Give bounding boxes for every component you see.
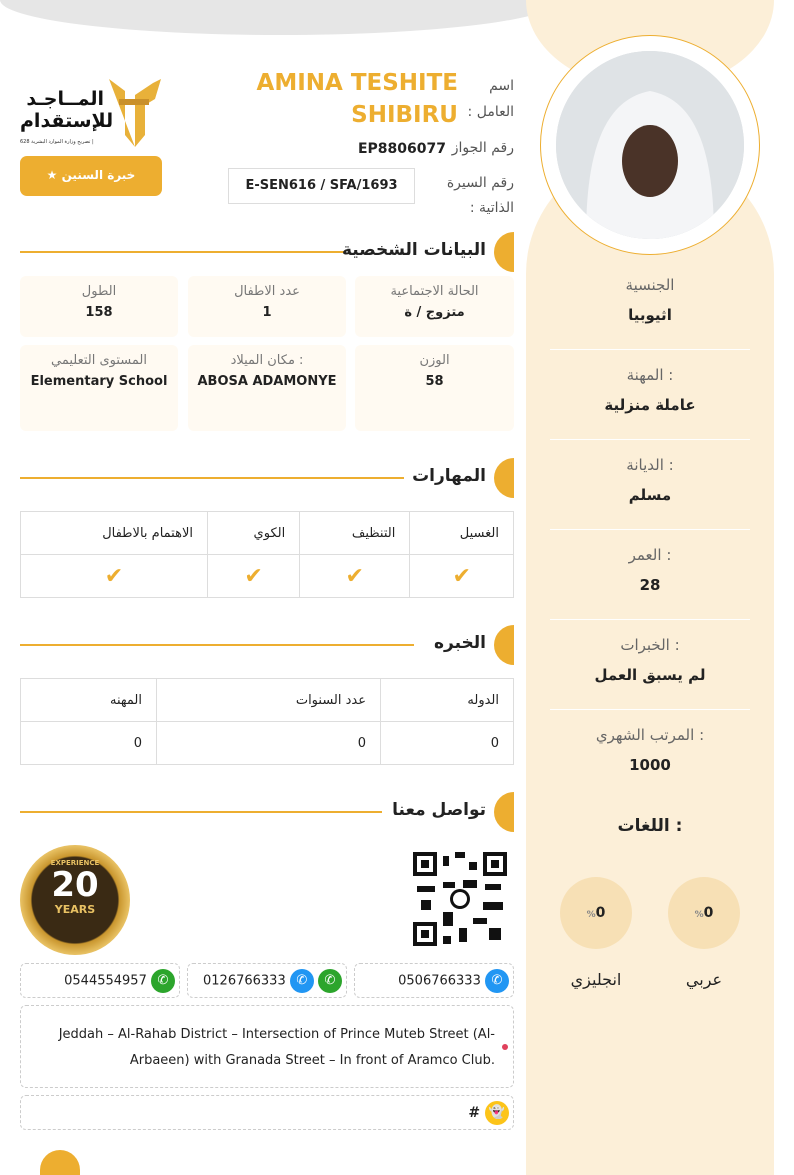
cell: 0 — [381, 722, 514, 765]
logo-text: المــاجـد — [26, 88, 104, 110]
label: المهنة : — [626, 366, 674, 384]
label: الطول — [81, 284, 117, 299]
label: الوزن — [419, 353, 450, 368]
seal-text: EXPERIENCE — [50, 859, 100, 867]
skills-table — [20, 511, 514, 598]
label: الخبرات : — [620, 636, 680, 654]
cv-label: رقم السيرة — [446, 175, 514, 191]
passport-number: EP8806077 — [357, 141, 446, 157]
percent-unit: % — [694, 910, 704, 920]
check-icon: ✔ — [208, 555, 300, 598]
value: عاملة منزلية — [604, 396, 696, 414]
skill-header: الاهتمام بالاطفال — [21, 512, 208, 555]
cell: 0 — [21, 722, 157, 765]
passport-label: رقم الجواز — [451, 140, 514, 156]
divider — [550, 349, 750, 350]
sidebar-item-experience — [550, 636, 750, 684]
snapchat-handle[interactable]: # — [468, 1105, 481, 1121]
phone-icon: ✆ — [485, 969, 509, 993]
section-title: الخبره — [433, 633, 486, 653]
whatsapp-icon: ✆ — [151, 969, 175, 993]
phone-number[interactable]: 0126766333 — [203, 973, 286, 989]
label: عدد الاطفال — [234, 284, 300, 299]
divider — [550, 529, 750, 530]
label: الجنسية — [625, 276, 675, 294]
check-icon: ✔ — [300, 555, 410, 598]
sidebar-item-nationality — [550, 276, 750, 324]
cell: 0 — [157, 722, 381, 765]
skill-header: التنظيف — [300, 512, 410, 555]
field-height — [20, 276, 178, 337]
skill-header: الكوي — [208, 512, 300, 555]
check-icon: ✔ — [21, 555, 208, 598]
table-header: الدوله — [381, 679, 514, 722]
name-label: العامل : — [467, 104, 514, 120]
value: 28 — [639, 576, 661, 594]
section-contact — [20, 792, 514, 832]
value: متزوج / ة — [404, 305, 465, 320]
field-birthplace — [188, 345, 346, 431]
value: 58 — [425, 374, 444, 389]
language-name: انجليزي — [570, 970, 622, 989]
section-experience — [20, 625, 514, 665]
table-header: المهنه — [21, 679, 157, 722]
badge-label: خبرة السنين — [61, 168, 136, 182]
whatsapp-box[interactable] — [20, 963, 180, 998]
percent-unit: % — [586, 910, 596, 920]
field-weight — [355, 345, 514, 431]
value: 1000 — [629, 756, 671, 774]
value: Elementary School — [30, 374, 168, 389]
label: مكان الميلاد : — [230, 353, 304, 368]
field-children — [188, 276, 346, 337]
address-text: Jeddah – Al-Rahab District – Intersection of Prince Muteb Street (Al-Arbaeen) with Granada Street – In front of Aramco Club. — [58, 1027, 495, 1068]
phone-number[interactable]: 0506766333 — [398, 973, 481, 989]
address-box — [20, 1005, 514, 1088]
divider — [550, 709, 750, 710]
value: ABOSA ADAMONYE — [197, 374, 337, 389]
field-education — [20, 345, 178, 431]
field-marital — [355, 276, 514, 337]
section-skills — [20, 458, 514, 498]
skill-header: الغسيل — [410, 512, 514, 555]
label: الحالة الاجتماعية — [390, 284, 479, 299]
section-title: البيانات الشخصية — [341, 240, 486, 260]
label: الديانة : — [626, 456, 674, 474]
logo-icon — [105, 75, 163, 147]
table-header: عدد السنوات — [157, 679, 381, 722]
decor-circle — [40, 1150, 80, 1175]
license-text: تصريح وزارة الموارد البشرية 628 | — [20, 139, 94, 145]
qr-code[interactable] — [413, 852, 507, 946]
experience-table — [20, 678, 514, 765]
language-gauge-english — [560, 877, 632, 949]
sidebar-item-salary — [550, 726, 750, 774]
value: 1 — [262, 305, 272, 320]
whatsapp-icon: ✆ — [318, 969, 342, 993]
section-title: المهارات — [412, 466, 486, 486]
phone-icon: ✆ — [290, 969, 314, 993]
table-row — [21, 722, 514, 765]
cv-label: الذاتية : — [469, 200, 514, 216]
logo-text: للإستقدام — [20, 110, 114, 132]
value: لم يسبق العمل — [594, 666, 706, 684]
sidebar-item-age — [550, 546, 750, 594]
percent: 0 — [703, 905, 714, 921]
sidebar-item-religion — [550, 456, 750, 504]
worker-name: AMINA TESHITE — [256, 70, 458, 96]
worker-photo — [556, 51, 744, 239]
snapchat-box[interactable] — [20, 1095, 514, 1130]
experience-seal — [20, 845, 130, 955]
seal-number: 20 — [51, 865, 99, 905]
value: 158 — [85, 305, 113, 320]
snapchat-icon: 👻 — [485, 1101, 509, 1125]
divider — [550, 439, 750, 440]
phone-number[interactable]: 0544554957 — [64, 973, 147, 989]
top-decoration — [0, 0, 560, 35]
company-logo-text — [20, 88, 114, 132]
section-personal — [20, 232, 514, 272]
name-label: اسم — [489, 78, 514, 94]
star-icon: ★ — [46, 168, 58, 182]
experience-badge-button[interactable] — [20, 156, 162, 196]
check-icon: ✔ — [410, 555, 514, 598]
section-title: تواصل معنا — [392, 800, 486, 820]
label: العمر : — [628, 546, 672, 564]
label: المرتب الشهري : — [595, 726, 705, 744]
worker-name: SHIBIRU — [351, 102, 458, 128]
language-name: عربي — [685, 970, 723, 989]
divider — [550, 619, 750, 620]
sidebar-item-profession — [550, 366, 750, 414]
languages-title: اللغات : — [617, 816, 683, 836]
phone-box[interactable] — [354, 963, 514, 998]
value: مسلم — [628, 486, 672, 504]
value: اثيوبيا — [628, 306, 672, 324]
cv-number: E-SEN616 / SFA/1693 — [228, 168, 415, 204]
phone-box[interactable] — [187, 963, 347, 998]
seal-years: YEARS — [54, 903, 96, 916]
language-gauge-arabic — [668, 877, 740, 949]
location-icon — [502, 1044, 508, 1050]
percent: 0 — [595, 905, 606, 921]
label: المستوى التعليمي — [51, 353, 147, 368]
